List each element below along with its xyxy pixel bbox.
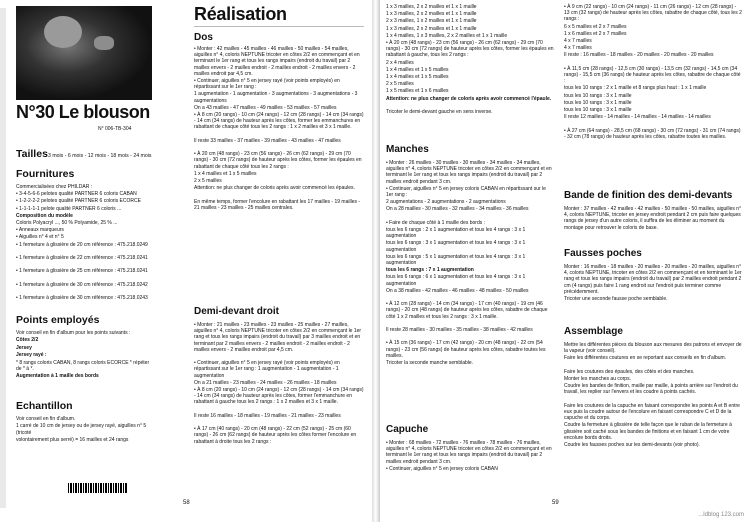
demi-line: • Monter : 21 mailles - 23 mailles - 23 mailles - 25 mailles - 27 mailles, aiguilles n° 4, coloris NEPTUNE tricoter en côtes 2/2 en commençant le 1er rang et tous les rangs impairs (endroit du travail) par 3 mailles endroit et en terminant par 2 mailles envers - 2 mailles endroit - 2 mailles endroit - 2 mailles envers - 2 mailles endroit par 4,5 cm. bbox=[194, 322, 362, 353]
stitches-line: Jersey rayé : bbox=[16, 352, 47, 359]
manches-line: tous les 6 rangs : 6 x 1 augmentation et tous les 4 rangs : 3 x 1 augmentation bbox=[386, 274, 526, 287]
demi-line: On a 21 mailles - 23 mailles - 24 mailles - 26 mailles - 18 mailles bbox=[194, 379, 337, 386]
supplies-line: • Aiguilles n° 4 et n° 5 bbox=[16, 234, 64, 241]
rc2-line: 4 x 7 mailles bbox=[564, 45, 592, 52]
supplies-line: • 1 fermeture à glissière de 22 cm référence : 475.218.0241 bbox=[16, 255, 148, 261]
stitches-line: * 8 rangs coloris CABAN, 8 rangs coloris ECORCE * répéter de * à *. bbox=[16, 359, 150, 372]
realisation-title: Réalisation bbox=[194, 4, 287, 24]
rc2-line: tous les 10 rangs : 2 x 1 maille et 8 rangs plus haut : 1 x 1 maille bbox=[564, 85, 707, 92]
supplies-line: • 3-4-5-6-6 pelotes qualité PARTNER 6 coloris CABAN bbox=[16, 191, 137, 198]
band-text: Monter : 37 mailles - 42 mailles - 42 mailles - 50 mailles - 50 mailles, aiguilles n° 4, coloris NEPTUNE, tricoter en jersey endroit pendant 2 cm puis faire quelques rangs de jersey d'un autre coloris, il suffira de les éliminer au moment du montage pour retrouver le coloris de base. bbox=[564, 206, 742, 231]
demi-line: Il reste 16 mailles - 18 mailles - 19 mailles - 21 mailles - 23 mailles bbox=[194, 412, 341, 419]
poches-line: Tricoter une seconde fausse poche semblable. bbox=[564, 296, 668, 302]
barcode bbox=[68, 483, 128, 493]
demi-line: • À 17 cm (40 rangs) - 20 cm (48 rangs) - 22 cm (52 rangs) - 25 cm (60 rangs) - 26 cm (62 rangs) de hauteur après les côtes former l'encolure en rabattant à droite tous les 2 rangs : bbox=[194, 426, 357, 445]
rc1-line: 1 x 3 mailles, 2 x 2 mailles et 1 x 1 maille bbox=[386, 25, 477, 32]
supplies-line: Coloris Polyacryl ..., 50 % Polyamide, 25 % ... bbox=[16, 220, 118, 226]
supplies-line: Commercialisées chez PHILDAR : bbox=[16, 184, 93, 190]
rc2-line: Il reste 12 mailles - 14 mailles - 14 mailles - 14 mailles - 14 mailles bbox=[564, 114, 711, 121]
assemblage-line: Coudre les fausses poches sur les demi-devants (voir photo). bbox=[564, 442, 700, 448]
demi-devant-heading: Demi-devant droit bbox=[194, 306, 280, 317]
sizes-heading: Tailles bbox=[16, 148, 48, 160]
supplies-line: Composition du modèle bbox=[16, 212, 73, 219]
page-number-left: 58 bbox=[183, 500, 190, 506]
capuche-line: • Continuer, aiguilles n° 5 en jersey coloris CABAN bbox=[386, 465, 498, 472]
assemblage-line: Faire les coutures de la capuche en faisant correspondre les points A et B entre eux puis la coudre autour de l'encolure en faisant correspondre C et D de la capuche et du corps. bbox=[564, 402, 740, 422]
model-ref: N° 006-TB-304 bbox=[98, 126, 132, 132]
assemblage-line: Coudre les bandes de finition, maille par maille, à points arrière sur l'endroit du travail, les replier sur l'envers et les coudre à points cachés. bbox=[564, 383, 738, 396]
manches-line: 2 augmentations - 2 augmentations - 2 augmentations bbox=[386, 199, 506, 206]
rc2-line: 1 x 6 mailles et 2 x 7 mailles bbox=[564, 30, 627, 37]
rc1-line: 1 x 4 mailles et 1 x 5 mailles bbox=[386, 66, 449, 73]
rc2-line: tous les 10 rangs : 3 x 1 maille bbox=[564, 99, 632, 106]
sizes-values: 3 mois - 6 mois - 12 mois - 18 mois - 24 mois bbox=[48, 153, 152, 159]
baby-hand bbox=[94, 36, 114, 50]
supplies-line: • 1 fermeture à glissière de 30 cm référence : 475.218.0243 bbox=[16, 295, 148, 302]
model-title: N°30 Le blouson bbox=[16, 102, 150, 122]
swatch-line: Voir conseil en fin d'album. bbox=[16, 416, 76, 422]
swatch-line: volontairement plus serré) = 16 mailles et 24 rangs bbox=[16, 437, 129, 444]
rc2-line: tous les 10 rangs : 3 x 1 maille bbox=[564, 107, 632, 113]
baby-face bbox=[44, 16, 82, 48]
manches-line: Tricoter la seconde manche semblable. bbox=[386, 360, 474, 366]
dos-line: Il reste 33 mailles - 37 mailles - 39 mailles - 43 mailles - 47 mailles bbox=[194, 137, 341, 144]
manches-line: tous les 6 rangs : 7 x 1 augmentation bbox=[386, 267, 474, 274]
demi-line: • Continuer, aiguilles n° 5 en jersey rayé (voir points employés) en répartissant sur le 1er rang : 1 augmentation - 1 augmentation - 1 augmentation bbox=[194, 360, 340, 379]
manches-line: tous les 6 rangs : 2 x 1 augmentation et tous les 4 rangs : 3 x 1 augmentation bbox=[386, 227, 526, 240]
manches-line: tous les 6 rangs : 3 x 1 augmentation et tous les 4 rangs : 3 x 1 augmentation bbox=[386, 240, 526, 253]
rc1-line: 1 x 4 mailles, 1 x 3 mailles, 2 x 2 mailles et 1 x 1 maille bbox=[386, 32, 508, 39]
dos-line: Attention: ne plus changer de coloris après avoir commencé les épaules. bbox=[194, 185, 355, 192]
swatch-heading: Echantillon bbox=[16, 400, 73, 412]
rc2-line: Il reste : 16 mailles - 18 mailles - 20 mailles - 20 mailles - 20 mailles bbox=[564, 52, 714, 59]
manches-line: On a 38 mailles - 42 mailles - 46 mailles - 48 mailles - 50 mailles bbox=[386, 287, 529, 294]
rc1-line: 2 x 5 mailles bbox=[386, 81, 414, 88]
supplies-line: • 1 fermeture à glissière de 30 cm référence : 475.218.0242 bbox=[16, 281, 148, 288]
capuche-line: • Monter : 68 mailles - 72 mailles - 76 mailles - 78 mailles - 76 mailles, aiguilles n° 4, coloris NEPTUNE tricoter en côtes 2/2 en commençant et en terminant le 1er rang et tous les rangs impairs (endroit du travail) par 2 mailles endroit pendant 3 cm. bbox=[386, 440, 552, 465]
dos-heading: Dos bbox=[194, 32, 213, 43]
right-page bbox=[376, 0, 750, 522]
rc2-line: 4 x 7 mailles bbox=[564, 38, 592, 44]
manches-line: • À 12 cm (28 rangs) - 14 cm (34 rangs) - 17 cm (40 rangs) - 19 cm (46 rangs) - 20 cm (48 rangs) de hauteur après les côtes, rabattre de chaque côté 1 x 2 mailles et tous les 2 rangs : 3 x 1 maille. bbox=[386, 301, 548, 320]
poches-heading: Fausses poches bbox=[564, 248, 642, 259]
assemblage-line: Coudre la fermeture à glissière de telle façon que le ruban de la fermeture à glissière soit caché sous les bandes de finitions et en faisant 1 cm de votre encolure bords droits. bbox=[564, 422, 732, 441]
assemblage-heading: Assemblage bbox=[564, 326, 623, 337]
rc2-line: tous les 10 rangs : 3 x 1 maille bbox=[564, 92, 632, 99]
stitches-line: Augmentation à 1 maille des bords bbox=[16, 373, 99, 380]
supplies-line: • 1 fermeture à glissière de 25 cm référence : 475.218.0241 bbox=[16, 268, 148, 275]
dos-line: • Monter : 42 mailles - 45 mailles - 46 mailles - 50 mailles - 54 mailles, aiguilles n° 4, coloris NEPTUNE tricoter en côtes 2/2 en commençant et en terminant le 1er rang et tous les rangs impairs (endroit du travail) par 2 mailles envers - 2 mailles endroit - 2 mailles endroit - 2 mailles envers - 2 mailles endroit par 4,5 cm. bbox=[194, 46, 360, 77]
assemblage-line: Mettre les différentes pièces du blouson aux mesures des patrons et envoyer de la vapeur (voir conseil). bbox=[564, 342, 742, 355]
assemblage-line: Faire les coutures des épaules, des côtés et des manches. bbox=[564, 368, 695, 375]
dos-line: On a 43 mailles - 47 mailles - 49 mailles - 53 mailles - 57 mailles bbox=[194, 104, 337, 111]
rc1-line: 1 x 5 mailles et 1 x 6 mailles bbox=[386, 88, 449, 95]
supplies-line: • 1 fermeture à glissière de 20 cm référence : 475.218.0249 bbox=[16, 241, 148, 248]
assemblage-line: Faire les différentes coutures en se reportant aux conseils en fin d'album. bbox=[564, 355, 727, 362]
stitches-line: Jersey bbox=[16, 344, 32, 351]
rc1-line: • À 20 cm (48 rangs) - 23 cm (56 rangs) - 26 cm (62 rangs) - 29 cm (70 rangs) - 30 cm (72 rangs) de hauteur après les côtes, former les épaules en rabattant à gauche, tous les 2 rangs : bbox=[386, 40, 554, 59]
manches-line: Il reste 28 mailles - 30 mailles - 35 mailles - 38 mailles - 42 mailles bbox=[386, 327, 533, 333]
title-divider bbox=[194, 26, 364, 27]
page-number-right: 59 bbox=[552, 500, 559, 506]
swatch-line: 1 carré de 10 cm de jersey ou de jersey rayé, aiguilles n° 5 (tricoté bbox=[16, 423, 147, 436]
dos-line: • À 8 cm (20 rangs) - 10 cm (24 rangs) - 12 cm (28 rangs) - 14 cm (34 rangs) - 14 cm (34 rangs) de hauteur après les côtes, former les emmanchures en rabattant de chaque côté tous les 2 rangs : 1 x 2 mailles et 3 x 1 maille. bbox=[194, 112, 364, 131]
supplies-line: • 1-1-1-1-1 pelote qualité PARTNER 6 coloris ... bbox=[16, 205, 122, 212]
rc2-line: 6 x 5 mailles et 2 x 7 mailles bbox=[564, 23, 627, 30]
rc1-line: 2 x 3 mailles, 1 x 2 mailles et 1 x 1 maille bbox=[386, 18, 477, 25]
watermark: ...ldblog 123.com bbox=[698, 512, 744, 518]
capuche-heading: Capuche bbox=[386, 424, 429, 435]
supplies-heading: Fournitures bbox=[16, 168, 75, 180]
band-heading: Bande de finition des demi-devants bbox=[564, 190, 733, 201]
rc2-line: • À 9 cm (22 rangs) - 10 cm (24 rangs) - 11 cm (26 rangs) - 12 cm (28 rangs) - 13 cm (32 rangs) de hauteur après les côtes, rabattre de chaque côté, tous les 2 rangs : bbox=[564, 4, 742, 23]
dos-line: • À 20 cm (48 rangs) - 23 cm (56 rangs) - 26 cm (62 rangs) - 29 cm (70 rangs) - 30 cm (72 rangs) de hauteur après les côtes, former les épaules en rabattant de chaque côté tous les 2 rangs : bbox=[194, 151, 362, 170]
dos-line: 2 x 5 mailles bbox=[194, 178, 222, 184]
dos-line: En même temps, former l'encolure en rabattant les 17 mailles - 19 mailles - 21 mailles - 23 mailles - 25 mailles centrales. bbox=[194, 198, 361, 211]
manches-line: On a 28 mailles - 30 mailles - 32 mailles - 34 mailles - 36 mailles bbox=[386, 206, 529, 213]
poches-line: Monter : 16 mailles - 18 mailles - 20 mailles - 20 mailles - 20 mailles, aiguilles n° 4, coloris NEPTUNE, tricoter en côtes 2/2 en commençant et en terminant le 1er rang et tous les rangs impairs (endroit du travail) par 2 mailles endroit pendant 2 cm (4 rangs) puis faire 1 rang endroit sur l'endroit puis terminer comme précédemment. bbox=[564, 264, 742, 295]
rc2-line: • À 27 cm (64 rangs) - 28,5 cm (68 rangs) - 30 cm (72 rangs) - 31 cm (74 rangs) - 32 cm (78 rangs) de hauteur après les côtes, rabattre toutes les mailles. bbox=[564, 127, 741, 140]
demi-line: • À 8 cm (20 rangs) - 10 cm (24 rangs) - 12 cm (28 rangs) - 14 cm (34 rangs) - 14 cm (34 rangs) de hauteur après les côtes, former l'emmanchure en rabattant à gauche tous les 2 rangs : 1 x 2 mailles et 3 x 1 maille. bbox=[194, 387, 364, 406]
manches-line: • À 15 cm (36 rangs) - 17 cm (42 rangs) - 20 cm (48 rangs) - 22 cm (54 rangs) - 23 cm (56 rangs) de hauteur après les côtes, rabattre toutes les mailles. bbox=[386, 340, 546, 359]
manches-line: • Continuer, aiguilles n° 5 en jersey coloris CABAN en répartissant sur le 1er rang : bbox=[386, 185, 546, 198]
baby-photo bbox=[16, 6, 152, 100]
page-edge bbox=[0, 8, 6, 508]
manches-heading: Manches bbox=[386, 144, 429, 155]
rc1-line: Tricoter le demi-devant gauche en sens inverse. bbox=[386, 109, 493, 115]
dos-line: 1 augmentation - 1 augmentation - 3 augmentations - 3 augmentations - 3 augmentations bbox=[194, 91, 358, 104]
stitches-line: Voir conseil en fin d'album pour les points suivants : bbox=[16, 330, 131, 336]
rc1-line: 1 x 3 mailles, 2 x 2 mailles et 1 x 1 maille bbox=[386, 4, 477, 10]
dos-line: 1 x 4 mailles et 1 x 5 mailles bbox=[194, 170, 257, 177]
supplies-line: • Anneaux marqueurs bbox=[16, 227, 64, 234]
rc1-line: Attention: ne plus changer de coloris après avoir commencé l'épaule. bbox=[386, 95, 552, 102]
rc1-line: 1 x 4 mailles et 1 x 5 mailles bbox=[386, 74, 449, 80]
stitches-line: Côtes 2/2 bbox=[16, 337, 39, 344]
assemblage-line: Monter les manches au corps. bbox=[564, 376, 631, 382]
stitches-heading: Points employés bbox=[16, 314, 100, 326]
manches-line: • Monter : 26 mailles - 30 mailles - 30 mailles - 34 mailles - 34 mailles, aiguilles n° 4, coloris NEPTUNE tricoter en côtes 2/2 en commençant et en terminant le 1er rang et tous les rangs impairs (endroit du travail) par 2 mailles endroit pendant 3 cm. bbox=[386, 160, 552, 185]
dos-line: • Continuer, aiguilles n° 5 en jersey rayé (voir points employés) en répartissant sur le 1er rang : bbox=[194, 78, 340, 91]
manches-line: • Faire de chaque côté à 1 maille des bords : bbox=[386, 219, 486, 226]
manches-line: tous les 6 rangs : 5 x 1 augmentation et tous les 4 rangs : 3 x 1 augmentation bbox=[386, 253, 526, 266]
supplies-line: • 1-2-2-2-2 pelotes qualité PARTNER 6 coloris ECORCE bbox=[16, 198, 141, 205]
rc1-line: 1 x 3 mailles, 2 x 2 mailles et 1 x 1 maille bbox=[386, 11, 477, 18]
rc1-line: 2 x 4 mailles bbox=[386, 59, 414, 66]
rc2-line: • À 11,5 cm (28 rangs) - 12,5 cm (30 rangs) - 13,5 cm (32 rangs) - 14,5 cm (34 rangs) - 15,5 cm (36 rangs) de hauteur après les côtes, rabattre de chaque côté : bbox=[564, 65, 741, 85]
